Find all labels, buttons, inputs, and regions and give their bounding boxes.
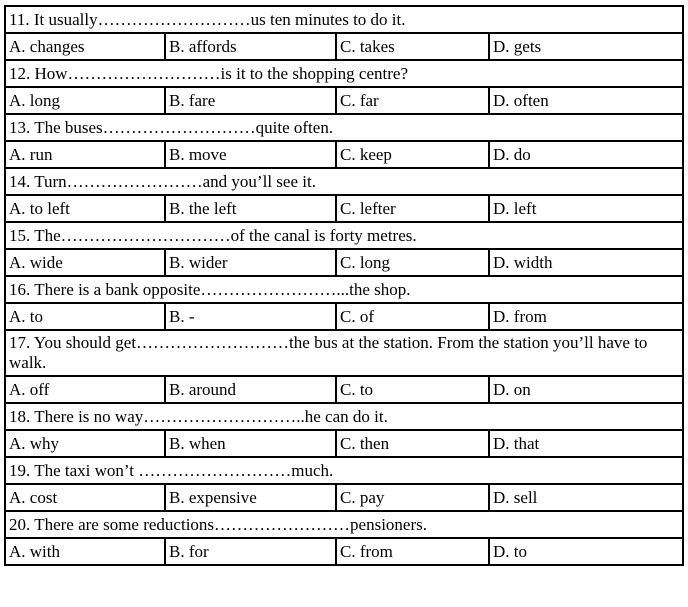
option-c: C. then — [336, 430, 489, 457]
question-text: 15. The…………………………of the canal is forty metres. — [5, 222, 683, 249]
option-c: C. far — [336, 87, 489, 114]
option-c: C. from — [336, 538, 489, 565]
options-row-13 — [5, 141, 683, 168]
option-b: B. for — [165, 538, 336, 565]
option-c: C. of — [336, 303, 489, 330]
options-row-16 — [5, 303, 683, 330]
option-a: A. long — [5, 87, 165, 114]
options-row-12 — [5, 87, 683, 114]
question-text: 16. There is a bank opposite……………………...the shop. — [5, 276, 683, 303]
option-b: B. wider — [165, 249, 336, 276]
option-b: B. expensive — [165, 484, 336, 511]
question-row-13 — [5, 114, 683, 141]
question-row-12 — [5, 60, 683, 87]
option-b: B. - — [165, 303, 336, 330]
quiz-table — [4, 5, 684, 566]
option-c: C. long — [336, 249, 489, 276]
option-c: C. to — [336, 376, 489, 403]
option-a: A. why — [5, 430, 165, 457]
question-row-20 — [5, 511, 683, 538]
option-c: C. takes — [336, 33, 489, 60]
question-row-15 — [5, 222, 683, 249]
option-d: D. width — [489, 249, 683, 276]
question-text: 19. The taxi won’t ………………………much. — [5, 457, 683, 484]
option-a: A. with — [5, 538, 165, 565]
option-d: D. to — [489, 538, 683, 565]
options-row-15 — [5, 249, 683, 276]
option-a: A. run — [5, 141, 165, 168]
option-d: D. often — [489, 87, 683, 114]
options-row-20 — [5, 538, 683, 565]
question-text: 20. There are some reductions……………………pensioners. — [5, 511, 683, 538]
option-d: D. sell — [489, 484, 683, 511]
question-row-17 — [5, 330, 683, 376]
question-row-14 — [5, 168, 683, 195]
option-b: B. move — [165, 141, 336, 168]
option-a: A. off — [5, 376, 165, 403]
question-row-16 — [5, 276, 683, 303]
question-text: 17. You should get………………………the bus at the station. From the station you’ll have to walk. — [5, 330, 683, 376]
option-d: D. gets — [489, 33, 683, 60]
question-row-11 — [5, 6, 683, 33]
options-row-14 — [5, 195, 683, 222]
question-text: 18. There is no way………………………..he can do it. — [5, 403, 683, 430]
option-c: C. keep — [336, 141, 489, 168]
options-row-11 — [5, 33, 683, 60]
option-b: B. when — [165, 430, 336, 457]
option-a: A. changes — [5, 33, 165, 60]
option-d: D. do — [489, 141, 683, 168]
options-row-17 — [5, 376, 683, 403]
option-d: D. left — [489, 195, 683, 222]
option-a: A. wide — [5, 249, 165, 276]
options-row-18 — [5, 430, 683, 457]
option-b: B. the left — [165, 195, 336, 222]
option-a: A. cost — [5, 484, 165, 511]
question-row-18 — [5, 403, 683, 430]
quiz-body — [5, 6, 683, 565]
option-a: A. to left — [5, 195, 165, 222]
question-text: 13. The buses………………………quite often. — [5, 114, 683, 141]
option-b: B. around — [165, 376, 336, 403]
question-row-19 — [5, 457, 683, 484]
option-b: B. affords — [165, 33, 336, 60]
option-b: B. fare — [165, 87, 336, 114]
option-d: D. from — [489, 303, 683, 330]
question-text: 12. How………………………is it to the shopping centre? — [5, 60, 683, 87]
option-c: C. lefter — [336, 195, 489, 222]
option-d: D. that — [489, 430, 683, 457]
option-d: D. on — [489, 376, 683, 403]
question-text: 14. Turn……………………and you’ll see it. — [5, 168, 683, 195]
options-row-19 — [5, 484, 683, 511]
option-a: A. to — [5, 303, 165, 330]
question-text: 11. It usually………………………us ten minutes to do it. — [5, 6, 683, 33]
option-c: C. pay — [336, 484, 489, 511]
